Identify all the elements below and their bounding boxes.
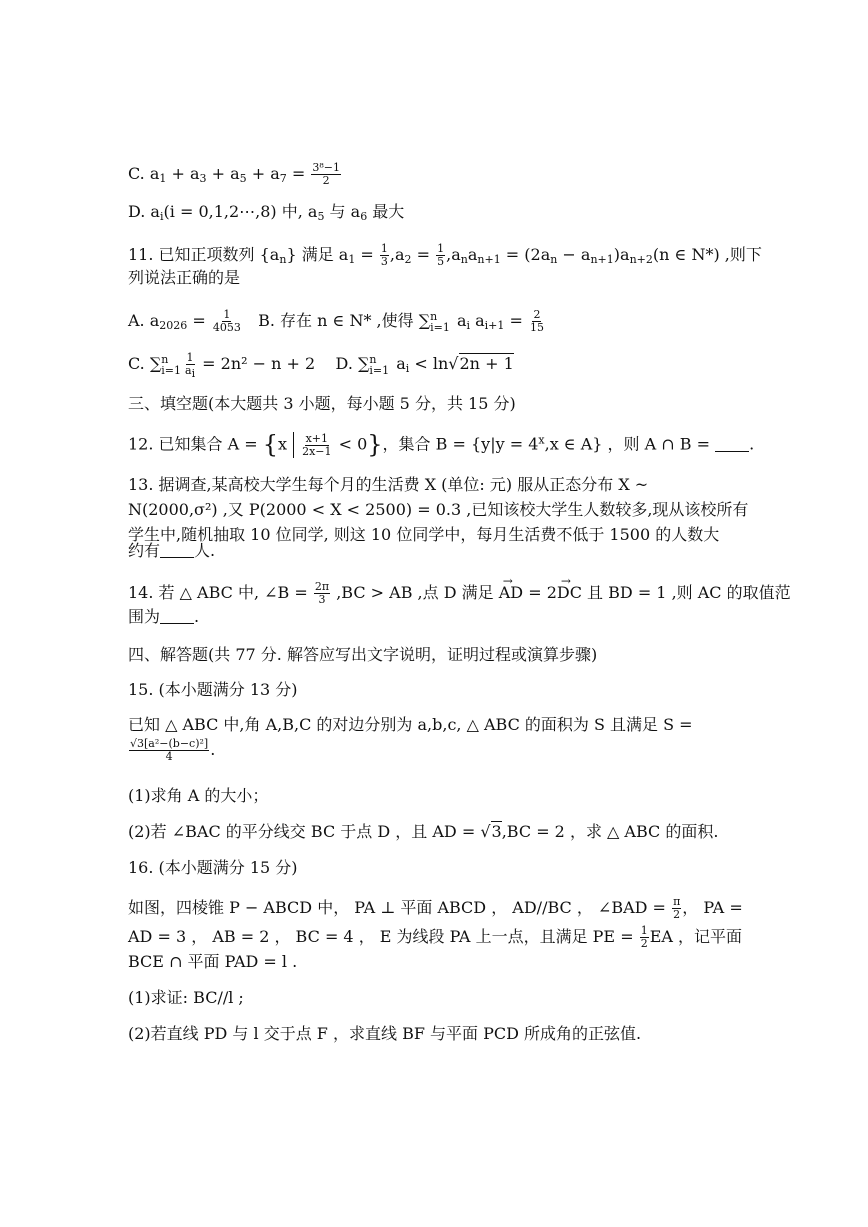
text: i=1 [430, 320, 450, 334]
q16-stem-line1 [128, 895, 743, 921]
q16-part1: (1)求证: BC//l ; [128, 988, 244, 1007]
text: 2n + 1 [459, 354, 514, 373]
text: 7 [279, 172, 287, 185]
text: = [286, 164, 311, 183]
text: n [430, 309, 438, 323]
text: 2 [533, 308, 541, 321]
text: x [538, 433, 545, 447]
sum-limits [369, 354, 389, 376]
text: 12. 已知集合 A = [128, 434, 263, 454]
text: 11. 已知正项数列 {a [128, 245, 280, 264]
text: EA ，记平面 [649, 927, 743, 946]
q13-line3: 学生中,随机抽取 10 位同学, 则这 10 位同学中，每月生活费不低于 1500 的人数大 [128, 525, 720, 544]
text: = 2n² − n + 2 D. [197, 354, 358, 373]
text: 1 [380, 242, 388, 255]
q12-stem [128, 430, 755, 459]
text: } 满足 a [286, 245, 349, 264]
q15-stem-line2 [128, 738, 728, 763]
text: 3⁸−1 [312, 161, 340, 174]
text: n [279, 253, 287, 266]
text: ,BC > AB ,点 D 满足 [331, 583, 499, 602]
text: n+1 [590, 253, 614, 266]
text: . [194, 607, 200, 626]
text: a [470, 311, 485, 330]
sum-symbol: ∑ [418, 311, 431, 330]
text: 3 [491, 822, 502, 841]
text: . [749, 434, 755, 454]
text: 1 [159, 172, 167, 185]
text: 2 [322, 174, 330, 187]
q13-line4 [128, 541, 728, 561]
fraction [301, 433, 332, 458]
text: π [673, 895, 681, 908]
fraction [212, 309, 242, 334]
text: ，集合 B = {y|y = 4 [382, 434, 539, 454]
text: = [504, 311, 528, 330]
text: 1 [640, 924, 648, 937]
q14-line2 [128, 607, 728, 627]
sum-symbol: ∑ [149, 354, 162, 373]
fraction [436, 243, 445, 268]
text: a [185, 364, 192, 377]
section-4-heading: 四、解答题(共 77 分. 解答应写出文字说明，证明过程或演算步骤) [128, 645, 598, 664]
q16-stem-line2 [128, 924, 743, 950]
text: D. a [128, 202, 160, 221]
q15-part1: (1)求角 A 的大小； [128, 786, 269, 805]
text: < ln [409, 354, 449, 373]
fraction [129, 738, 209, 763]
text: 15 [529, 321, 544, 334]
text: 人. [194, 541, 216, 560]
text: ,x ∈ A} ，则 A ∩ B = [544, 434, 716, 454]
q13-line2: N(2000,σ²) ,又 P(2000 < X < 2500) = 0.3 ,已知该校大学生人数较多,现从该校所有 [128, 500, 749, 519]
vector-dc: → DC [557, 583, 582, 602]
text: i=1 [161, 363, 181, 377]
text: = [355, 245, 379, 264]
text: ,BC = 2 ，求 △ ABC 的面积. [501, 822, 719, 841]
fraction [380, 243, 389, 268]
text: + a [166, 164, 200, 183]
text: 1 [223, 308, 231, 321]
q15-stem-line1: 已知 △ ABC 中,角 A,B,C 的对边分别为 a,b,c, △ ABC 的面积为 S 且满足 S = [128, 715, 693, 734]
sum-limits [430, 311, 450, 333]
divider [293, 432, 294, 458]
text: 14. 若 △ ABC 中, ∠B = [128, 583, 313, 602]
text: 6 [360, 210, 368, 223]
text: 5 [437, 255, 445, 268]
text: 5 [317, 210, 325, 223]
text: )a [613, 245, 630, 264]
fraction [640, 925, 649, 950]
text: a [391, 354, 406, 373]
text: 如图，四棱锥 P − ABCD 中， PA ⊥ 平面 ABCD ， AD//BC ， ∠BAD = [128, 898, 672, 917]
text: x+1 [305, 431, 328, 445]
text: x [278, 434, 288, 454]
text: 最大 [367, 202, 405, 221]
fraction [529, 309, 545, 334]
text: i [405, 362, 410, 375]
sum-symbol: ∑ [357, 354, 370, 373]
text: 2x−1 [302, 444, 332, 458]
text: a [451, 311, 467, 330]
answer-blank[interactable] [715, 437, 749, 452]
sqrt-sign: √ [480, 822, 491, 841]
q11-stem-line2: 列说法正确的是 [128, 268, 241, 287]
text: 2 [673, 908, 681, 921]
q16-part2: (2)若直线 PD 与 l 交于点 F ，求直线 BF 与平面 PCD 所成角的正弦值. [128, 1024, 642, 1043]
q15-part2 [128, 822, 728, 842]
text: = [411, 245, 436, 264]
q11-options-cd [128, 351, 728, 380]
text: (2)若 ∠BAC 的平分线交 BC 于点 D ，且 AD = [128, 822, 481, 841]
text: i [466, 319, 471, 332]
text: (i = 0,1,2⋯,8) 中, a [163, 202, 318, 221]
text: 约有 [128, 541, 161, 560]
text: n [161, 352, 169, 366]
text: n [460, 253, 468, 266]
text: + a [206, 164, 240, 183]
text: (n ∈ N*) ,则下 [652, 245, 762, 264]
text: 2π [314, 580, 330, 593]
text: = 2 [523, 583, 557, 602]
text: 1 [437, 242, 445, 255]
brace: { [262, 430, 279, 459]
text: √3[a²−(b−c)²] [130, 737, 209, 750]
answer-blank[interactable] [160, 543, 194, 558]
answer-blank[interactable] [160, 609, 194, 624]
q16-heading: 16. (本小题满分 15 分) [128, 858, 298, 877]
text: 2 [640, 937, 648, 950]
text: n+1 [477, 253, 501, 266]
text: + a [246, 164, 280, 183]
text: − a [557, 245, 591, 264]
text: n [369, 352, 377, 366]
text: n+2 [629, 253, 653, 266]
text: 3 [380, 255, 388, 268]
text: 3 [318, 593, 326, 606]
text: 围为 [128, 607, 161, 626]
text: C. [128, 354, 150, 373]
section-3-heading: 三、填空题(本大题共 3 小题，每小题 5 分，共 15 分) [128, 394, 516, 413]
text: 3 [199, 172, 207, 185]
brace: } [367, 430, 383, 459]
fraction [672, 896, 681, 921]
q16-stem-line3: BCE ∩ 平面 PAD = l . [128, 952, 298, 971]
text: 2 [404, 253, 412, 266]
text: A. a [128, 311, 160, 330]
text: 1 [186, 351, 194, 364]
fraction-den [184, 364, 196, 380]
vector-ad: → AD [499, 583, 523, 602]
text: = [187, 311, 211, 330]
text: ， PA = [682, 898, 743, 917]
text: 2026 [159, 319, 188, 332]
text: i [159, 210, 164, 223]
text: a [467, 245, 478, 264]
q10-option-c [128, 162, 728, 187]
q14-line1 [128, 580, 791, 606]
q11-options-ab [128, 309, 728, 334]
fraction [311, 162, 341, 187]
q10-option-d [128, 202, 728, 222]
fraction [184, 351, 196, 380]
q13-line1: 13. 据调查,某高校大学生每个月的生活费 X (单位: 元) 服从正态分布 X ~ [128, 475, 649, 494]
text: 4 [165, 750, 173, 763]
text: AD = 3 ， AB = 2 ， BC = 4 ， E 为线段 PA 上一点，且满足 PE = [128, 927, 639, 946]
fraction [314, 581, 330, 606]
sum-limits [161, 354, 181, 376]
q15-heading: 15. (本小题满分 13 分) [128, 680, 298, 699]
text: i+1 [484, 319, 505, 332]
q11-stem-line1 [128, 242, 762, 268]
text: < 0 [333, 434, 368, 454]
text: ,a [389, 245, 405, 264]
sqrt-sign: √ [448, 354, 459, 373]
text: ,a [446, 245, 461, 264]
text: 1 [348, 253, 356, 266]
text: C. a [128, 164, 160, 183]
text: 5 [239, 172, 247, 185]
text: 与 a [324, 202, 361, 221]
text: n [550, 253, 558, 266]
text: i=1 [369, 363, 390, 377]
text: 4053 [212, 321, 241, 334]
text: i [191, 367, 196, 380]
text: B. 存在 n ∈ N* ,使得 [242, 311, 419, 330]
text: . [210, 740, 216, 759]
text: 且 BD = 1 ,则 AC 的取值范 [581, 583, 791, 602]
text: = (2a [500, 245, 551, 264]
